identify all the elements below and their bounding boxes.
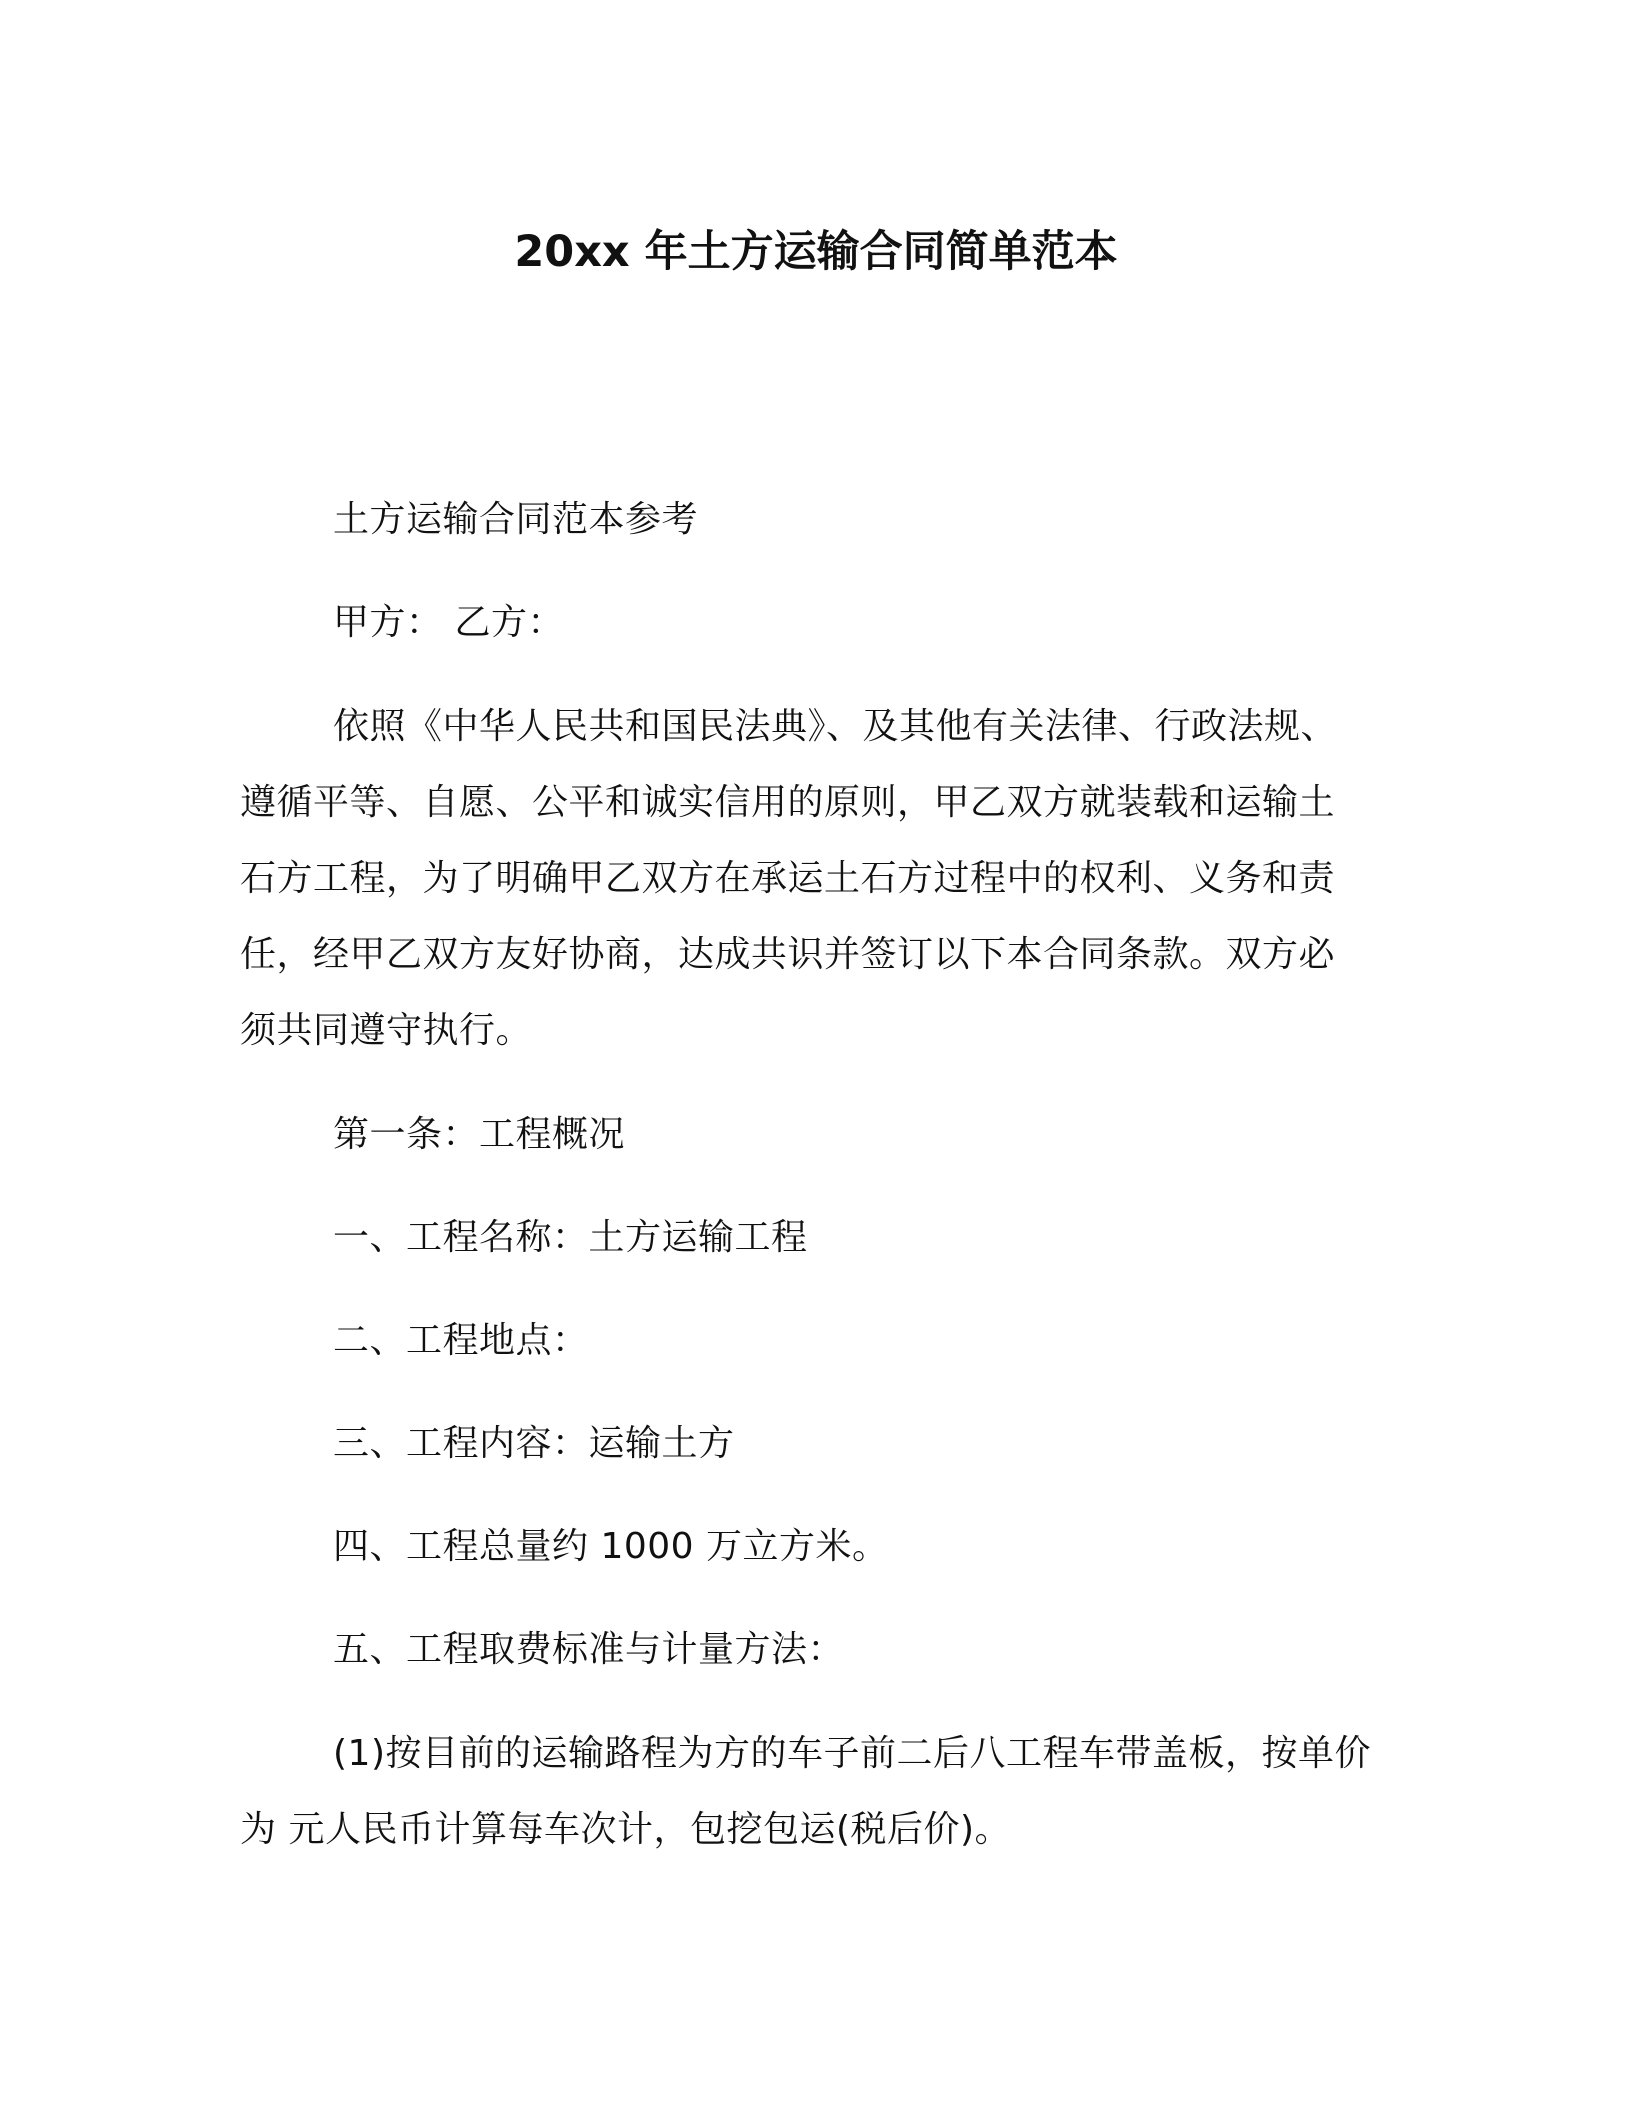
intro-line: 任，经甲乙双方友好协商，达成共识并签订以下本合同条款。双方必 (240, 934, 1336, 975)
list-item: 一、工程名称：土方运输工程 (333, 1217, 808, 1258)
intro-line: 依照《中华人民共和国民法典》、及其他有关法律、行政法规、 (333, 706, 1338, 747)
intro-line: 须共同遵守执行。 (240, 1010, 533, 1051)
clause-line: 为 元人民币计算每车次计，包挖包运(税后价)。 (240, 1809, 1012, 1850)
document-subtitle: 土方运输合同范本参考 (333, 499, 699, 540)
clause-line: (1)按目前的运输路程为方的车子前二后八工程车带盖板，按单价 (333, 1733, 1371, 1774)
article-one-heading: 第一条：工程概况 (333, 1114, 626, 1155)
parties-line: 甲方： 乙方： (333, 602, 564, 643)
list-item: 三、工程内容：运输土方 (333, 1423, 735, 1464)
intro-line: 遵循平等、自愿、公平和诚实信用的原则，甲乙双方就装载和运输土 (240, 782, 1336, 823)
list-item: 二、工程地点： (333, 1320, 589, 1361)
document-title: 20xx 年土方运输合同简单范本 (514, 227, 1118, 277)
intro-line: 石方工程，为了明确甲乙双方在承运土石方过程中的权利、义务和责 (240, 858, 1336, 899)
list-item: 五、工程取费标准与计量方法： (333, 1629, 845, 1670)
list-item: 四、工程总量约 1000 万立方米。 (333, 1526, 889, 1567)
